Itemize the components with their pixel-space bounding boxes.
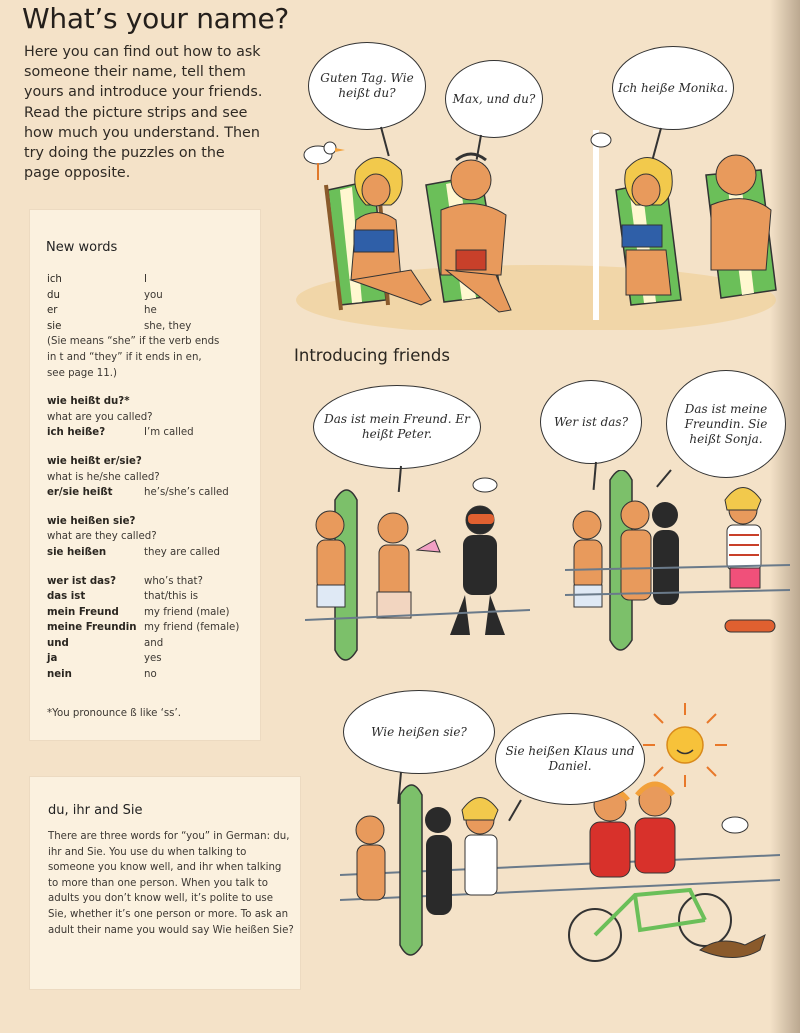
speech-bubble: Ich heiße Monika.	[612, 46, 734, 130]
word-english: yes	[144, 653, 162, 665]
pronouns-body: There are three words for “you” in German: du, ihr and Sie. You use du when talking to someone you know well, and ihr when talking to more than one person. When you talk to adults you don’t know well, it’s polite to use Sie, whether it’s one person or more. To ask an adult their name you would say Wie heißen Sie?	[48, 831, 294, 936]
word-row	[47, 667, 257, 683]
beach-scene-illustration	[296, 130, 786, 330]
phrase-german: wie heißt du?*	[47, 396, 130, 408]
word-row	[47, 589, 257, 605]
introducing-peter-illustration	[305, 470, 530, 665]
word-row	[47, 288, 257, 304]
page-title: What’s your name?	[22, 2, 289, 35]
word-german: sie	[47, 320, 62, 332]
word-english: that/this is	[144, 591, 199, 603]
word-row	[47, 319, 257, 335]
word-english: they are called	[144, 546, 220, 558]
speech-bubble: Das ist mein Freund. Er heißt Peter.	[313, 385, 481, 469]
word-row	[47, 272, 257, 288]
pronunciation-footnote: *You pronounce ß like ‘ss’.	[47, 708, 181, 719]
word-german: mein Freund	[47, 606, 119, 618]
phrase-german: wie heißen sie?	[47, 515, 136, 527]
word-german: meine Freundin	[47, 622, 137, 634]
sun-icon	[643, 703, 727, 787]
word-list	[47, 272, 257, 683]
word-english: he’s/she’s called	[144, 487, 229, 499]
phrase-english: what is he/she called?	[47, 471, 160, 483]
pronouns-heading: du, ihr and Sie	[48, 803, 143, 818]
word-row	[47, 574, 257, 590]
word-english: my friend (female)	[144, 622, 240, 634]
sie-note: (Sie means “she” if the verb ends	[47, 336, 220, 348]
word-german: du	[47, 289, 60, 301]
word-german: er	[47, 305, 58, 317]
section-subheading: Introducing friends	[294, 346, 450, 365]
word-row	[47, 545, 257, 561]
word-english: no	[144, 669, 157, 681]
phrase-english: what are you called?	[47, 411, 153, 423]
speech-bubble: Sie heißen Klaus und Daniel.	[495, 713, 645, 805]
phrase-english: what are they called?	[47, 531, 157, 543]
word-english: he	[144, 305, 157, 317]
word-row	[47, 425, 257, 441]
word-english: she, they	[144, 320, 192, 332]
word-row	[47, 636, 257, 652]
word-row	[47, 303, 257, 319]
sie-note: in t and “they” if it ends in en,	[47, 351, 202, 363]
word-row	[47, 620, 257, 636]
word-german: und	[47, 637, 69, 649]
word-german: nein	[47, 669, 72, 681]
word-english: I’m called	[144, 427, 194, 439]
speech-bubble: Das ist meine Freundin. Sie heißt Sonja.	[666, 370, 786, 478]
speech-bubble: Wer ist das?	[540, 380, 642, 464]
word-english: who’s that?	[144, 575, 203, 587]
intro-paragraph: Here you can find out how to ask someone their name, tell them yours and introduce your friends. Read the picture strips and see how much you understand. Then try doing the puzzles on the page opposite.	[24, 44, 263, 182]
word-german: er/sie heißt	[47, 487, 113, 499]
word-german: ich	[47, 274, 62, 285]
word-english: I	[144, 274, 148, 285]
introducing-sonja-illustration	[565, 470, 790, 665]
word-german: sie heißen	[47, 546, 107, 558]
word-english: my friend (male)	[144, 606, 230, 618]
word-row	[47, 605, 257, 621]
word-german: wer ist das?	[47, 575, 117, 587]
word-german: ja	[47, 653, 58, 665]
speech-bubble: Wie heißen sie?	[343, 690, 495, 774]
new-words-box	[30, 210, 260, 740]
word-german: das ist	[47, 591, 86, 603]
speech-bubble: Max, und du?	[445, 60, 543, 138]
word-german: ich heiße?	[47, 427, 106, 439]
word-row	[47, 651, 257, 667]
word-row	[47, 485, 257, 501]
sie-note: see page 11.)	[47, 367, 117, 379]
pronouns-box	[30, 777, 300, 989]
phrase-german: wie heißt er/sie?	[47, 455, 142, 467]
speech-bubble: Guten Tag. Wie heißt du?	[308, 42, 426, 130]
word-english: you	[144, 289, 163, 301]
new-words-heading: New words	[46, 240, 118, 255]
word-english: and	[144, 637, 164, 649]
